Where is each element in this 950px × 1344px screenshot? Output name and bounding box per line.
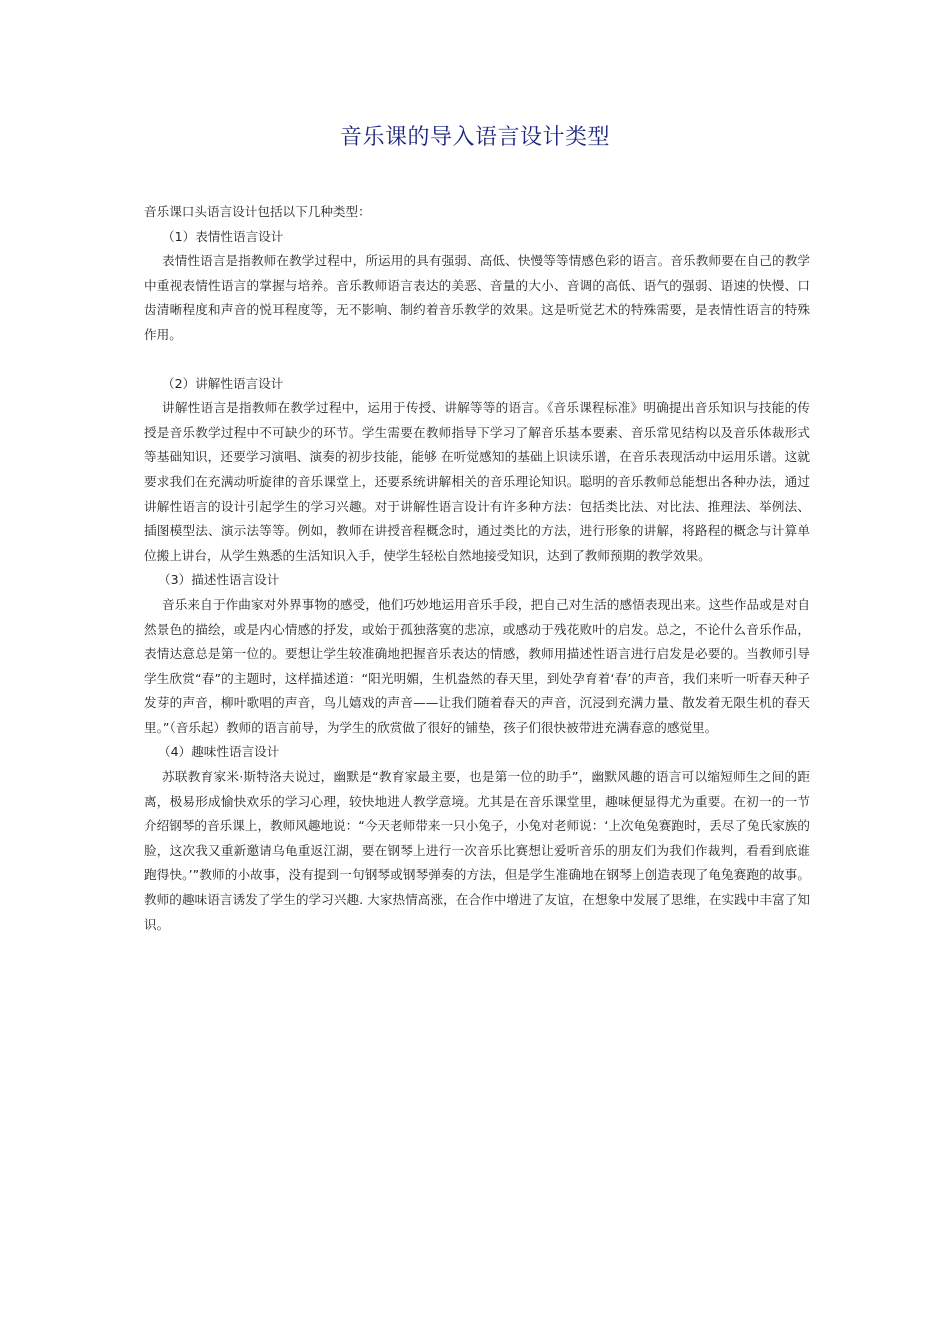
section-paragraph: 音乐来自于作曲家对外界事物的感受，他们巧妙地运用音乐手段，把自己对生活的感悟表现出来。这些作品或是对自然景色的描绘，或是内心情感的抒发，或始于孤独落寞的悲凉，或感动于残花败叶的启发。总之，不论什么音乐作品，表情达意总是第一位的。要想让学生较准确地把握音乐表达的情感，教师用描述性语言进行启发是必要的。当教师引导学生欣赏“春”的主题时，这样描述道：“阳光明媚，生机盎然的春天里，到处孕育着‘春’的声音，我们来听一听春天种子发芽的声音，柳叶歌唱的声音，鸟儿嬉戏的声音——让我们随着春天的声音，沉浸到充满力量、散发着无限生机的春天里。”（音乐起）教师的语言前导，为学生的欣赏做了很好的铺垫，孩子们很快被带进充满春意的感觉里。: [144, 596, 810, 735]
section-heading: （4）趣味性语言设计: [158, 744, 280, 760]
document-body: [144, 200, 810, 937]
section-heading: （1）表情性语言设计: [162, 228, 284, 244]
section-paragraph: 讲解性语言是指教师在教学过程中，运用于传授、讲解等等的语言。《音乐课程标准》明确提出音乐知识与技能的传授是音乐教学过程中不可缺少的环节。学生需要在教师指导下学习了解音乐基本要素、音乐常见结构以及音乐体裁形式等基础知识，还要学习演唱、演奏的初步技能，能够 在听觉感知的基础上识读乐谱，在音乐表现活动中运用乐谱。这就要求我们在充满动听旋律的音乐课堂上，还要系统讲解相关的音乐理论知识。聪明的音乐教师总能想出各种办法，通过讲解性语言的设计引起学生的学习兴趣。对于讲解性语言设计有许多种方法：包括类比法、对比法、推理法、举例法、插图模型法、演示法等等。例如，教师在讲授音程概念时，通过类比的方法，进行形象的讲解，将路程的概念与计算单位搬上讲台，从学生熟悉的生活知识入手，使学生轻松自然地接受知识，达到了教师预期的教学效果。: [144, 400, 810, 563]
section-paragraph: 表情性语言是指教师在教学过程中，所运用的具有强弱、高低、快慢等等情感色彩的语言。音乐教师要在自己的教学中重视表情性语言的掌握与培养。音乐教师语言表达的美恶、音量的大小、音调的高低、语气的强弱、语速的快慢、口齿清晰程度和声音的悦耳程度等，无不影响、制约着音乐教学的效果。这是听觉艺术的特殊需要，是表情性语言的特殊作用。: [144, 253, 810, 342]
section-humorous-language: [144, 740, 810, 937]
section-explanatory-language: [144, 372, 810, 569]
document-title: 音乐课的导入语言设计类型: [339, 125, 610, 150]
section-heading: （3）描述性语言设计: [158, 572, 280, 588]
intro-paragraph: 音乐课口头语言设计包括以下几种类型：: [144, 204, 371, 219]
section-paragraph: 苏联教育家米·斯特洛夫说过，幽默是“教育家最主要，也是第一位的助手”，幽默风趣的语言可以缩短师生之间的距离，极易形成愉快欢乐的学习心理，较快地进人教学意境。尤其是在音乐课堂里，趣味便显得尤为重要。在初一的一节介绍钢琴的音乐课上，教师风趣地说：“今天老师带来一只小兔子，小兔对老师说：‘上次龟兔赛跑时，丢尽了兔氏家族的脸，这次我又重新邀请乌龟重返江湖，要在钢琴上进行一次音乐比赛想让爱听音乐的朋友们为我们作裁判，看看到底谁跑得快。’”教师的小故事，没有提到一句钢琴或钢琴弹奏的方法，但是学生准确地在钢琴上创造表现了龟兔赛跑的故事。教师的趣味语言诱发了学生的学习兴趣. 大家热情高涨，在合作中增进了友谊，在想象中发展了思维，在实践中丰富了知识。: [144, 769, 810, 932]
section-expressive-language: [144, 225, 810, 348]
section-heading: （2）讲解性语言设计: [162, 375, 284, 391]
section-descriptive-language: [144, 568, 810, 740]
paragraph-spacer: [144, 348, 810, 372]
